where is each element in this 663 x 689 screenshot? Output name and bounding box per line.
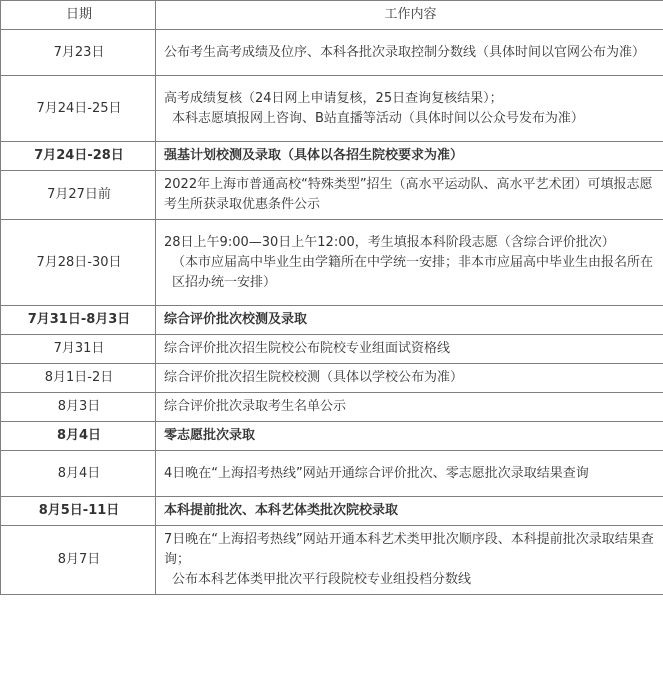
content-cell — [156, 393, 663, 422]
header-date: 日期 — [1, 1, 156, 30]
content-line: 零志愿批次录取 — [164, 428, 256, 443]
table-row — [1, 171, 663, 220]
date-cell: 7月28日-30日 — [1, 220, 156, 306]
date-cell: 7月23日 — [1, 30, 156, 76]
header-content: 工作内容 — [156, 1, 663, 30]
content-line: 7日晚在“上海招考热线”网站开通本科艺术类甲批次顺序段、本科提前批次录取结果查询； — [164, 532, 654, 567]
date-cell: 8月4日 — [1, 451, 156, 497]
content-cell — [156, 526, 663, 595]
content-cell — [156, 364, 663, 393]
date-cell: 8月5日-11日 — [1, 497, 156, 526]
content-cell — [156, 30, 663, 76]
table-row — [1, 451, 663, 497]
content-line: 2022年上海市普通高校“特殊类型”招生（高水平运动队、高水平艺术团）可填报志愿考生所获录取优惠条件公示 — [164, 177, 653, 212]
content-cell — [156, 220, 663, 306]
table-row — [1, 393, 663, 422]
date-cell: 8月3日 — [1, 393, 156, 422]
date-cell: 7月31日-8月3日 — [1, 306, 156, 335]
content-cell — [156, 422, 663, 451]
date-cell: 7月31日 — [1, 335, 156, 364]
content-cell — [156, 76, 663, 142]
content-line: 公布考生高考成绩及位序、本科各批次录取控制分数线（具体时间以官网公布为准） — [164, 44, 646, 60]
content-cell — [156, 171, 663, 220]
content-line: （本市应届高中毕业生由学籍所在中学统一安排；非本市应届高中毕业生由报名所在区招办统一安排） — [172, 254, 654, 290]
table-row — [1, 422, 663, 451]
date-cell: 7月24日-28日 — [1, 142, 156, 171]
content-line: 强基计划校测及录取（具体以各招生院校要求为准） — [164, 148, 464, 163]
table-row — [1, 497, 663, 526]
content-cell — [156, 451, 663, 497]
date-cell: 8月7日 — [1, 526, 156, 595]
table-row — [1, 364, 663, 393]
table-row — [1, 526, 663, 595]
table-row — [1, 220, 663, 306]
table-row — [1, 76, 663, 142]
content-cell — [156, 306, 663, 335]
content-line: 公布本科艺体类甲批次平行段院校专业组投档分数线 — [172, 572, 472, 587]
content-cell — [156, 335, 663, 364]
header-row — [1, 1, 663, 30]
date-cell: 7月27日前 — [1, 171, 156, 220]
date-cell: 8月4日 — [1, 422, 156, 451]
content-cell — [156, 142, 663, 171]
content-line: 高考成绩复核（24日网上申请复核，25日查询复核结果）； — [164, 90, 503, 106]
table-row — [1, 142, 663, 171]
content-line: 综合评价批次招生院校校测（具体以学校公布为准） — [164, 370, 464, 385]
content-line: 综合评价批次招生院校公布院校专业组面试资格线 — [164, 341, 451, 356]
table-row — [1, 30, 663, 76]
content-line: 本科提前批次、本科艺体类批次院校录取 — [164, 503, 399, 518]
content-line: 综合评价批次校测及录取 — [164, 312, 308, 327]
content-line: 28日上午9:00—30日上午12:00，考生填报本科阶段志愿（含综合评价批次） — [164, 234, 615, 250]
date-cell: 8月1日-2日 — [1, 364, 156, 393]
date-cell: 7月24日-25日 — [1, 76, 156, 142]
table-row — [1, 306, 663, 335]
content-line: 4日晚在“上海招考热线”网站开通综合评价批次、零志愿批次录取结果查询 — [164, 465, 589, 481]
schedule-body — [1, 30, 663, 595]
content-cell — [156, 497, 663, 526]
content-line: 综合评价批次录取考生名单公示 — [164, 399, 347, 414]
content-line: 本科志愿填报网上咨询、B站直播等活动（具体时间以公众号发布为准） — [172, 110, 584, 126]
table-row — [1, 335, 663, 364]
